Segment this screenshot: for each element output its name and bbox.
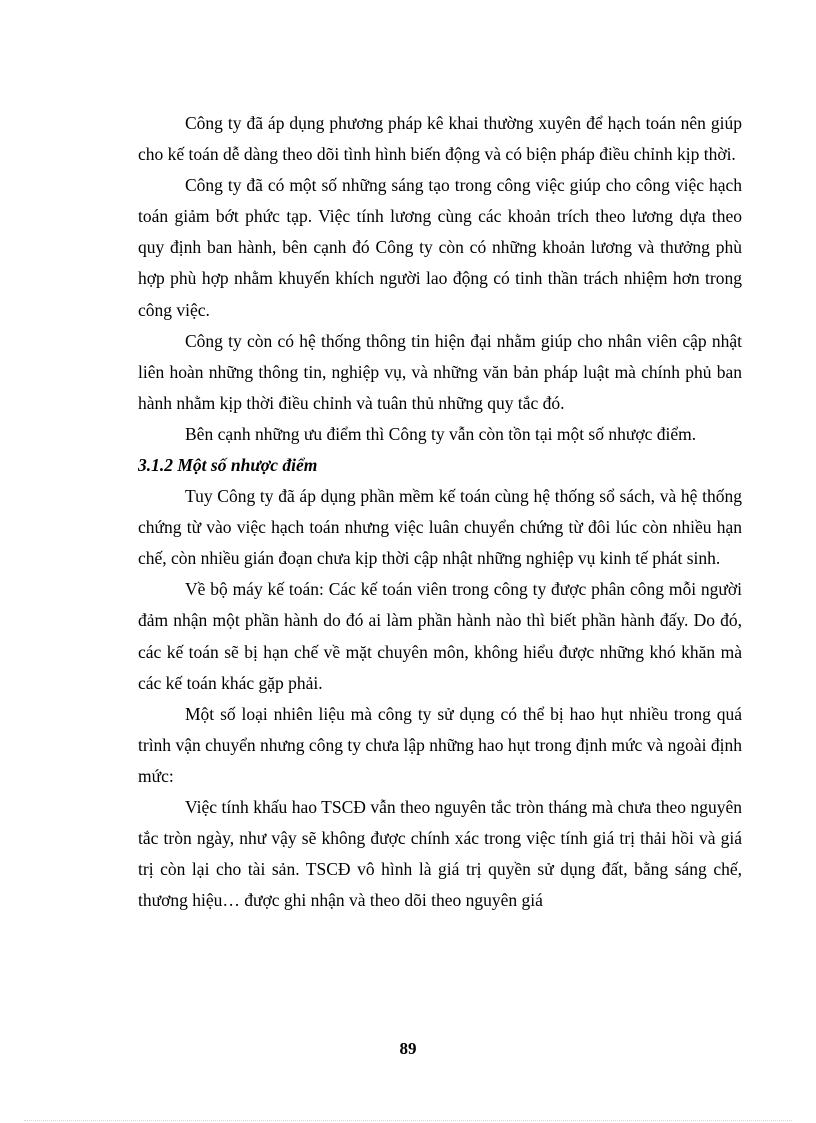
paragraph: Bên cạnh những ưu điểm thì Công ty vẫn còn tồn tại một số nhược điểm.	[185, 423, 697, 444]
page-bottom-divider	[24, 1120, 792, 1121]
page-body	[138, 108, 742, 916]
paragraph: Công ty đã áp dụng phương pháp kê khai thường xuyên để hạch toán nên giúp cho kế toán dễ dàng theo dõi tình hình biến động và có biện pháp điều chỉnh kịp thời.	[138, 113, 742, 165]
paragraph: Việc tính khấu hao TSCĐ vẫn theo nguyên tắc tròn tháng mà chưa theo nguyên tắc tròn ngày, như vậy sẽ không được chính xác trong việc tính giá trị thải hồi và giá trị còn lại cho tài sản. TSCĐ vô hình là giá trị quyền sử dụng đất, bằng sáng chế, thương hiệu… được ghi nhận và theo dõi theo nguyên giá	[138, 796, 742, 911]
section-heading: 3.1.2 Một số nhược điểm	[138, 455, 318, 476]
paragraph: Công ty đã có một số những sáng tạo trong công việc giúp cho công việc hạch toán giảm bớt phức tạp. Việc tính lương cùng các khoản trích theo lương dựa theo quy định ban hành, bên cạnh đó Công ty còn có những khoản lương và thưởng phù hợp phù hợp nhằm khuyến khích người lao động có tinh thần trách nhiệm hơn trong công việc.	[138, 175, 742, 320]
paragraph: Tuy Công ty đã áp dụng phần mềm kế toán cùng hệ thống sổ sách, và hệ thống chứng từ vào việc hạch toán nhưng việc luân chuyển chứng từ đôi lúc còn nhiều hạn chế, còn nhiều gián đoạn chưa kịp thời cập nhật những nghiệp vụ kinh tế phát sinh.	[138, 486, 742, 569]
paragraph: Một số loại nhiên liệu mà công ty sử dụng có thể bị hao hụt nhiều trong quá trình vận chuyển nhưng công ty chưa lập những hao hụt trong định mức và ngoài định mức:	[138, 703, 742, 786]
paragraph: Công ty còn có hệ thống thông tin hiện đại nhằm giúp cho nhân viên cập nhật liên hoàn những thông tin, nghiệp vụ, và những văn bản pháp luật mà chính phủ ban hành nhằm kịp thời điều chỉnh và tuân thủ những quy tắc đó.	[138, 330, 742, 413]
paragraph: Về bộ máy kế toán: Các kế toán viên trong công ty được phân công mỗi người đảm nhận một phần hành do đó ai làm phần hành nào thì biết phần hành đấy. Do đó, các kế toán sẽ bị hạn chế về mặt chuyên môn, không hiểu được những khó khăn mà các kế toán khác gặp phải.	[138, 579, 742, 693]
page-number: 89	[399, 1039, 417, 1058]
